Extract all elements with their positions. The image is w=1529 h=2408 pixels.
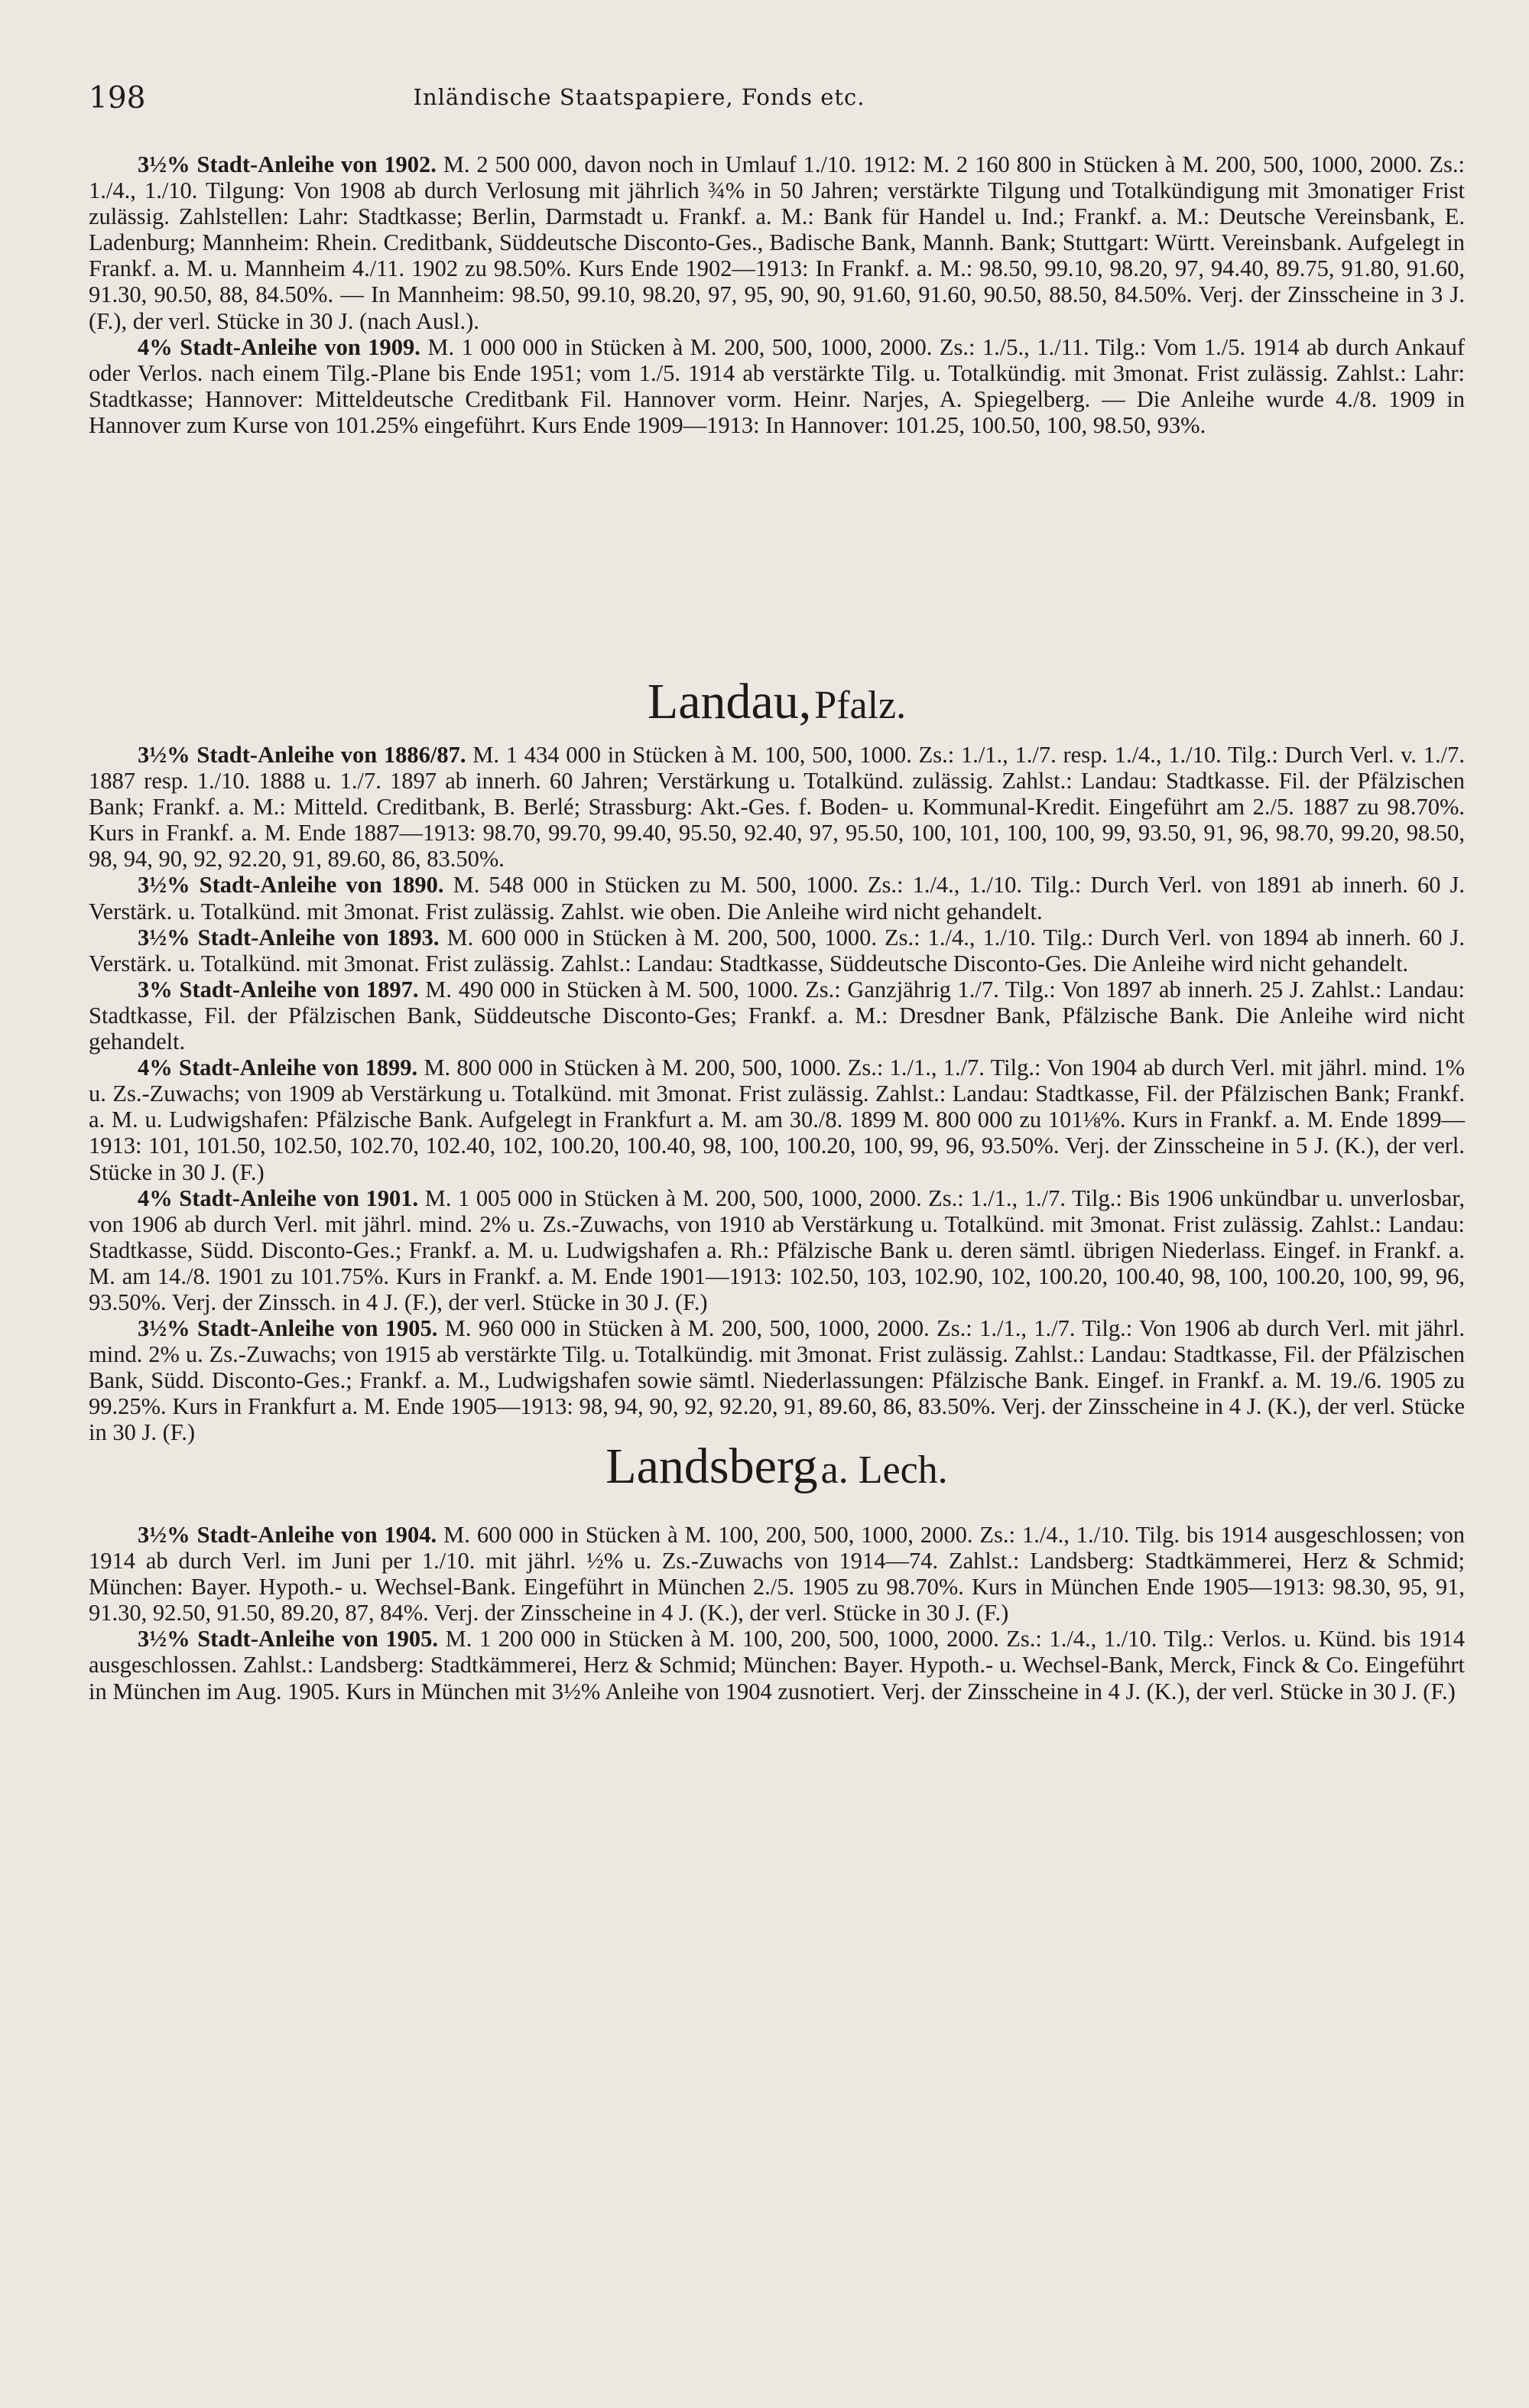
entry-label: 3½% Stadt-Anleihe von 1902. (138, 151, 437, 177)
entry-paragraph (89, 977, 1465, 1055)
entry-label: 3½% Stadt-Anleihe von 1904. (138, 1522, 437, 1548)
entry-paragraph (89, 1522, 1465, 1626)
entry-paragraph (89, 1055, 1465, 1185)
section-heading-landau (89, 673, 1465, 731)
heading-city: Landau, (647, 674, 812, 730)
page-header (89, 81, 1449, 119)
section-landau (89, 742, 1465, 1446)
entry-text: M. 600 000 in Stücken à M. 200, 500, 1000. Zs.: 1./4., 1./10. Tilg.: Durch Verl. von 1894 ab innerh. 60 J. Verstärk. u. Totalkünd. mit 3monat. Frist zulässig. Zahlst.: Landau: Stadtkasse, Süddeutsche Disconto-Ges. Die Anleihe wird nicht gehandelt. (89, 924, 1465, 977)
entry-text: M. 1 200 000 in Stücken à M. 100, 200, 500, 1000, 2000. Zs.: 1./4., 1./10. Tilg.: Verlos. u. Künd. bis 1914 ausgeschlossen. Zahlst.: Landsberg: Stadtkämmerei, Herz & Schmid; München: Bayer. Hypoth.- u. Wechsel-Bank, Merck, Finck & Co. Eingeführt in München im Aug. 1905. Kurs in München mit 3½% Anleihe von 1904 zusnotiert. Verj. der Zinsscheine in 4 J. (K.), der verl. Stücke in 30 J. (F.) (89, 1626, 1465, 1704)
entry-paragraph (89, 872, 1465, 924)
section-landsberg (89, 1522, 1465, 1704)
entry-label: 3½% Stadt-Anleihe von 1905. (138, 1626, 439, 1652)
entry-label: 3½% Stadt-Anleihe von 1893. (138, 924, 440, 951)
entry-label: 3½% Stadt-Anleihe von 1905. (138, 1315, 438, 1342)
section-heading-landsberg (89, 1438, 1465, 1496)
entry-paragraph (89, 1185, 1465, 1315)
entry-label: 3% Stadt-Anleihe von 1897. (138, 976, 419, 1003)
section-lahr-continued (89, 151, 1465, 438)
entry-text: M. 1 000 000 in Stücken à M. 200, 500, 1000, 2000. Zs.: 1./5., 1./11. Tilg.: Vom 1./5. 1914 ab durch Ankauf oder Verlos. nach einem Tilg.-Plane bis Ende 1951; vom 1./5. 1914 ab verstärkte Tilg. u. Totalkündig. mit 3monat. Frist zulässig. Zahlst.: Lahr: Stadtkasse; Hannover: Mitteldeutsche Creditbank Fil. Hannover vorm. Heinr. Narjes, A. Spiegelberg. — Die Anleihe wurde 4./8. 1909 in Hannover zum Kurse von 101.25% eingeführt. Kurs Ende 1909—1913: In Hannover: 101.25, 100.50, 100, 98.50, 93%. (89, 333, 1465, 438)
entry-paragraph (89, 334, 1465, 438)
heading-region: Pfalz. (814, 684, 907, 727)
entry-text: M. 1 005 000 in Stücken à M. 200, 500, 1000, 2000. Zs.: 1./1., 1./7. Tilg.: Bis 1906 unkündbar u. unverlosbar, von 1906 ab durch Verl. mit jährl. mind. 2% u. Zs.-Zuwachs, von 1910 ab Verstärkung u. Totalkünd. mit 3monat. Frist zulässig. Zahlst.: Landau: Stadtkasse, Südd. Disconto-Ges.; Frankf. a. M. u. Ludwigshafen a. Rh.: Pfälzische Bank u. deren sämtl. übrigen Niederlass. Eingef. in Frankf. a. M. am 14./8. 1901 zu 101.75%. Kurs in Frankf. a. M. Ende 1901—1913: 102.50, 103, 102.90, 102, 100.20, 100.40, 98, 100, 100.20, 100, 99, 96, 93.50%. Verj. der Zinssch. in 4 J. (F.), der verl. Stücke in 30 J. (F.) (89, 1185, 1465, 1315)
entry-text: M. 2 500 000, davon noch in Umlauf 1./10. 1912: M. 2 160 800 in Stücken à M. 200, 500, 1000, 2000. Zs.: 1./4., 1./10. Tilgung: Von 1908 ab durch Verlosung mit jährlich ¾% in 50 Jahren; verstärkte Tilgung und Totalkündigung mit 3monatiger Frist zulässig. Zahlstellen: Lahr: Stadtkasse; Berlin, Darmstadt u. Frankf. a. M.: Bank für Handel u. Ind.; Frankf. a. M.: Deutsche Vereinsbank, E. Ladenburg; Mannheim: Rhein. Creditbank, Süddeutsche Disconto-Ges., Badische Bank, Mannh. Bank; Stuttgart: Württ. Vereinsbank. Aufgelegt in Frankf. a. M. u. Mannheim 4./11. 1902 zu 98.50%. Kurs Ende 1902—1913: In Frankf. a. M.: 98.50, 99.10, 98.20, 97, 94.40, 89.75, 91.80, 91.60, 91.30, 90.50, 88, 84.50%. — In Mannheim: 98.50, 99.10, 98.20, 97, 95, 90, 90, 91.60, 91.60, 90.50, 88.50, 84.50%. Verj. der Zinsscheine in 3 J. (F.), der verl. Stücke in 30 J. (nach Ausl.). (89, 151, 1465, 334)
entry-text: M. 490 000 in Stücken à M. 500, 1000. Zs.: Ganzjährig 1./7. Tilg.: Von 1897 ab innerh. 25 J. Zahlst.: Landau: Stadtkasse, Fil. der Pfälzischen Bank, Süddeutsche Disconto-Ges; Frankf. a. M.: Dresdner Bank, Pfälzische Bank. Die Anleihe wird nicht gehandelt. (89, 976, 1465, 1055)
entry-text: M. 1 434 000 in Stücken à M. 100, 500, 1000. Zs.: 1./1., 1./7. resp. 1./4., 1./10. Tilg.: Durch Verl. v. 1./7. 1887 resp. 1./10. 1888 u. 1./7. 1897 ab innerh. 60 Jahren; Verstärkung u. Totalkünd. zulässig. Zahlst.: Landau: Stadtkasse. Fil. der Pfälzischen Bank; Frankf. a. M.: Mitteld. Creditbank, B. Berlé; Strassburg: Akt.-Ges. f. Boden- u. Kommunal-Kredit. Eingeführt am 2./5. 1887 zu 98.70%. Kurs in Frankf. a. M. Ende 1887—1913: 98.70, 99.70, 99.40, 95.50, 92.40, 97, 95.50, 100, 101, 100, 100, 99, 93.50, 91, 96, 98.70, 99.20, 98.50, 98, 94, 90, 92, 92.20, 91, 89.60, 86, 83.50%. (89, 742, 1466, 873)
entry-text: M. 600 000 in Stücken à M. 100, 200, 500, 1000, 2000. Zs.: 1./4., 1./10. Tilg. bis 1914 ausgeschlossen; von 1914 ab durch Verl. im Juni per 1./10. mit jährl. ½% u. Zs.-Zuwachs von 1914—74. Zahlst.: Landsberg: Stadtkämmerei, Herz & Schmid; München: Bayer. Hypoth.- u. Wechsel-Bank. Eingeführt in München 2./5. 1905 zu 98.70%. Kurs in München Ende 1905—1913: 98.30, 95, 91, 91.30, 92.50, 91.50, 89.20, 87, 84%. Verj. der Zinsscheine in 4 J. (K.), der verl. Stücke in 30 J. (F.) (89, 1522, 1465, 1626)
entry-paragraph (89, 1315, 1465, 1445)
heading-region: a. Lech. (820, 1448, 948, 1492)
entry-label: 3½% Stadt-Anleihe von 1886/87. (138, 742, 466, 768)
running-title: Inländische Staatspapiere, Fonds etc. (413, 84, 865, 110)
entry-text: M. 548 000 in Stücken zu M. 500, 1000. Zs.: 1./4., 1./10. Tilg.: Durch Verl. von 1891 ab innerh. 60 J. Verstärk. u. Totalkünd. mit 3monat. Frist zulässig. Zahlst. wie oben. Die Anleihe wird nicht gehandelt. (89, 872, 1465, 925)
entry-label: 4% Stadt-Anleihe von 1901. (138, 1185, 419, 1211)
entry-label: 3½% Stadt-Anleihe von 1890. (138, 872, 444, 899)
entry-paragraph (89, 151, 1465, 334)
entry-label: 4% Stadt-Anleihe von 1909. (138, 333, 420, 360)
entry-text: M. 800 000 in Stücken à M. 200, 500, 1000. Zs.: 1./1., 1./7. Tilg.: Von 1904 ab durch Verl. mit jährl. mind. 1% u. Zs.-Zuwachs; von 1909 ab Verstärkung u. Totalkünd. mit 3monat. Frist zulässig. Zahlst.: Landau: Stadtkasse, Fil. der Pfälzischen Bank; Frankf. a. M. u. Ludwigshafen: Pfälzische Bank. Aufgelegt in Frankfurt a. M. am 30./8. 1899 M. 800 000 zu 101⅛%. Kurs in Frankf. a. M. Ende 1899—1913: 101, 101.50, 102.50, 102.70, 102.40, 102, 100.20, 100.40, 98, 100, 100.20, 100, 99, 96, 93.50%. Verj. der Zinsscheine in 5 J. (K.), der verl. Stücke in 30 J. (F.) (89, 1055, 1465, 1185)
entry-paragraph (89, 1626, 1465, 1704)
entry-paragraph (89, 742, 1465, 872)
entry-paragraph (89, 925, 1465, 977)
page-number: 198 (89, 81, 146, 115)
entry-text: M. 960 000 in Stücken à M. 200, 500, 1000, 2000. Zs.: 1./1., 1./7. Tilg.: Von 1906 ab durch Verl. mit jährl. mind. 2% u. Zs.-Zuwachs; von 1915 ab verstärkte Tilg. u. Totalkündig. mit 3monat. Frist zulässig. Zahlst.: Landau: Stadtkasse, Fil. der Pfälzischen Bank, Südd. Disconto-Ges.; Frankf. a. M., Ludwigshafen sowie sämtl. Niederlassungen: Pfälzische Bank. Eingef. in Frankf. a. M. 19./6. 1905 zu 99.25%. Kurs in Frankfurt a. M. Ende 1905—1913: 98, 94, 90, 92, 92.20, 91, 89.60, 86, 83.50%. Verj. der Zinsscheine in 4 J. (K.), der verl. Stücke in 30 J. (F.) (89, 1315, 1465, 1446)
heading-city: Landsberg (605, 1438, 818, 1494)
entry-label: 4% Stadt-Anleihe von 1899. (138, 1055, 418, 1081)
